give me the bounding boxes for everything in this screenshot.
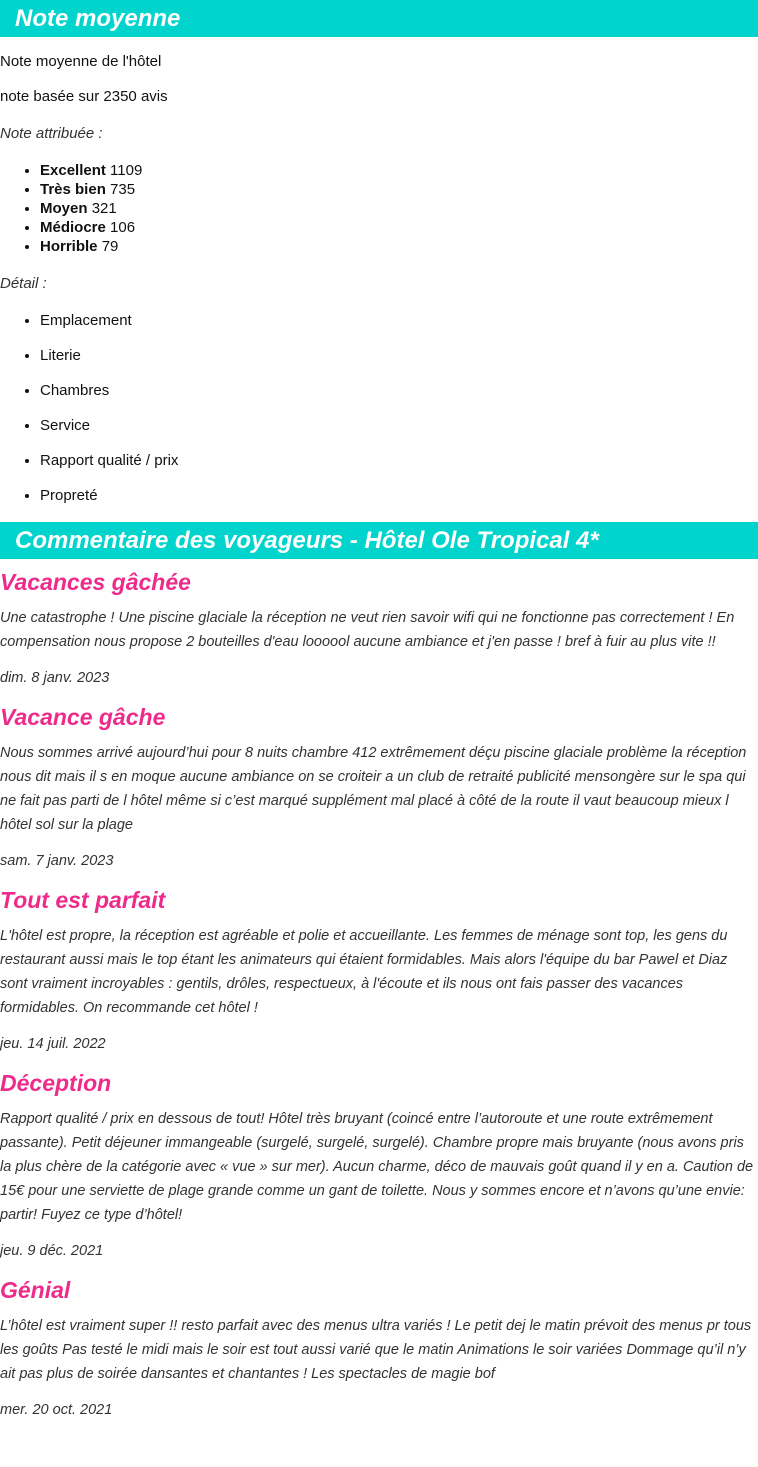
review-date: dim. 8 janv. 2023 <box>0 670 110 686</box>
detail-item-proprete: • Propreté <box>40 486 758 506</box>
review-title: Vacance gâche <box>0 704 166 730</box>
rating-label: Médiocre <box>40 219 106 236</box>
rating-item-tres-bien <box>40 180 758 199</box>
review-card <box>0 568 758 688</box>
review-card <box>0 1276 758 1420</box>
detail-item-rapport-qualite-prix: • Rapport qualité / prix <box>40 451 758 471</box>
rating-label: Moyen <box>40 200 88 217</box>
review-text: Rapport qualité / prix en dessous de tout! Hôtel très bruyant (coincé entre l’autoroute et une route extrêmement passante). Petit déjeuner immangeable (surgelé, surgelé, surgelé). Chambre propre mais bruyante (nous avons pris la plus chère de la catégorie avec « vue » sur mer). Aucun charme, déco de mauvais goût quand il y en a. Caution de 15€ pour une serviette de plage grande comme un gant de toilette. Nous y sommes encore et n’avons qu’une envie: partir! Fuyez ce type d’hôtel! <box>0 1111 754 1223</box>
detail-item-literie: • Literie <box>40 346 758 366</box>
review-date: sam. 7 janv. 2023 <box>0 853 114 869</box>
review-text: L'hôtel est propre, la réception est agréable et polie et accueillante. Les femmes de ménage sont top, les gens du restaurant aussi mais le top étant les animateurs qui étaient formidables. Mais alors l'équipe du bar Pawel et Diaz sont vraiment incroyables : gentils, drôles, respectueux, à l'écoute et ils nous ont fais passer des vacances formidables. On recommande cet hôtel ! <box>0 928 728 1016</box>
rating-item-excellent <box>40 161 758 180</box>
rating-item-mediocre <box>40 218 758 237</box>
review-text: Nous sommes arrivé aujourd’hui pour 8 nuits chambre 412 extrêmement déçu piscine glaciale problème la réception nous dit mais il s en moque aucune ambiance on se croiteir a un club de retraité publicité mensongère sur le spa qui ne fait pas parti de l hôtel même si c’est marqué supplément mal placé à côté de la route il vaut beaucoup mieux l hôtel sol sur la plage <box>0 745 747 833</box>
review-title: Génial <box>0 1277 71 1303</box>
detail-item-chambres: • Chambres <box>40 381 758 401</box>
rating-count: 79 <box>101 238 119 255</box>
review-card <box>0 1069 758 1261</box>
detail-item-emplacement: • Emplacement <box>40 311 758 331</box>
rating-count: 321 <box>91 200 117 217</box>
attributed-label: Note attribuée : <box>0 125 103 142</box>
comments-heading: Commentaire des voyageurs - Hôtel Ole Tropical 4* <box>0 522 758 559</box>
rating-label: Horrible <box>40 238 98 255</box>
rating-count: 735 <box>110 181 136 198</box>
rating-count: 106 <box>110 219 136 236</box>
review-title: Déception <box>0 1070 112 1096</box>
review-date: jeu. 9 déc. 2021 <box>0 1243 104 1259</box>
review-card <box>0 703 758 871</box>
hotel-rating-label: Note moyenne de l'hôtel <box>0 53 162 70</box>
review-date: mer. 20 oct. 2021 <box>0 1402 113 1418</box>
rating-item-horrible <box>40 237 758 256</box>
detail-label: Détail : <box>0 275 47 292</box>
summary-heading: Note moyenne <box>0 0 758 37</box>
rating-label: Excellent <box>40 162 106 179</box>
details-list <box>0 311 758 506</box>
rating-label: Très bien <box>40 181 106 198</box>
ratings-list <box>0 161 758 256</box>
review-card <box>0 886 758 1054</box>
review-title: Tout est parfait <box>0 887 166 913</box>
rating-count: 1109 <box>110 162 143 179</box>
reviews-count: note basée sur 2350 avis <box>0 88 168 105</box>
rating-item-moyen <box>40 199 758 218</box>
review-text: Une catastrophe ! Une piscine glaciale la réception ne veut rien savoir wifi qui ne fonctionne pas correctement ! En compensation nous propose 2 bouteilles d'eau loooool aucune ambiance et j'en passe ! bref à fuir au plus vite !! <box>0 610 735 650</box>
review-date: jeu. 14 juil. 2022 <box>0 1036 106 1052</box>
detail-item-service: • Service <box>40 416 758 436</box>
review-text: L’hôtel est vraiment super !! resto parfait avec des menus ultra variés ! Le petit dej le matin prévoit des menus pr tous les goûts Pas testé le midi mais le soir est tout aussi varié que le matin Animations le soir variées Dommage qu’il n’y ait pas plus de soirée dansantes et chantantes ! Les spectacles de magie bof <box>0 1318 752 1382</box>
review-title: Vacances gâchée <box>0 569 191 595</box>
